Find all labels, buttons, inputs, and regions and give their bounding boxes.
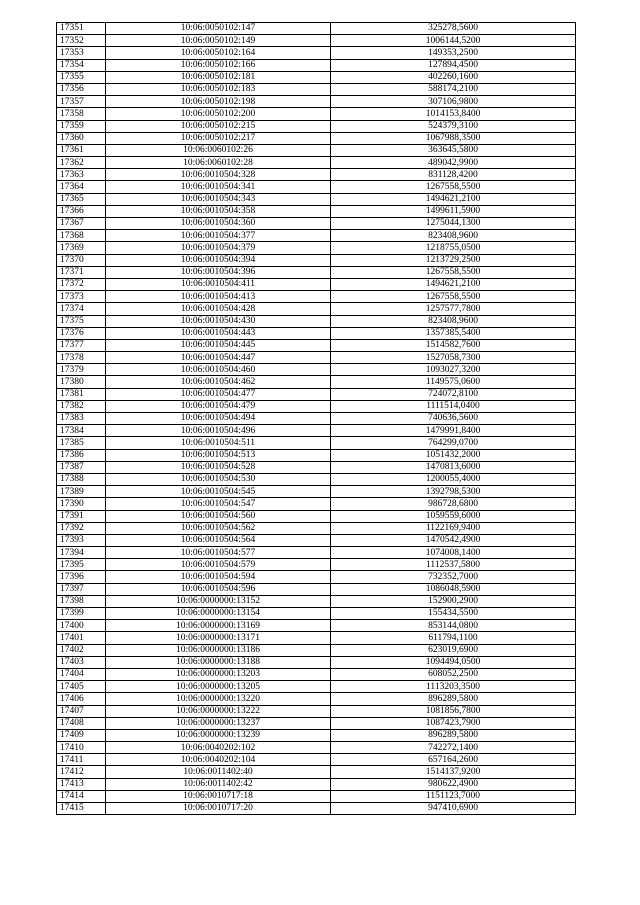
row-number-cell: 17380 — [57, 376, 106, 388]
table-row — [57, 315, 576, 327]
row-number-cell: 17395 — [57, 559, 106, 571]
row-number-cell: 17367 — [57, 218, 106, 230]
row-number-cell: 17409 — [57, 729, 106, 741]
row-number-cell: 17357 — [57, 96, 106, 108]
cadastral-number-cell: 10:06:0010717:20 — [106, 803, 331, 815]
cadastral-number-cell: 10:06:0010504:377 — [106, 230, 331, 242]
cadastral-value-cell: 1267558,5500 — [331, 181, 576, 193]
row-number-cell: 17390 — [57, 498, 106, 510]
table-row — [57, 376, 576, 388]
cadastral-number-cell: 10:06:0050102:217 — [106, 132, 331, 144]
cadastral-value-cell: 740636,5600 — [331, 413, 576, 425]
table-row — [57, 364, 576, 376]
cadastral-number-cell: 10:06:0010504:445 — [106, 339, 331, 351]
cadastral-number-cell: 10:06:0000000:13188 — [106, 656, 331, 668]
table-row — [57, 705, 576, 717]
table-row — [57, 754, 576, 766]
row-number-cell: 17364 — [57, 181, 106, 193]
row-number-cell: 17407 — [57, 705, 106, 717]
cadastral-value-cell: 1014153,8400 — [331, 108, 576, 120]
row-number-cell: 17415 — [57, 803, 106, 815]
row-number-cell: 17361 — [57, 144, 106, 156]
row-number-cell: 17358 — [57, 108, 106, 120]
row-number-cell: 17374 — [57, 303, 106, 315]
cadastral-value-cell: 1527058,7300 — [331, 352, 576, 364]
cadastral-value-cell: 325278,5600 — [331, 23, 576, 35]
cadastral-number-cell: 10:06:0010504:530 — [106, 473, 331, 485]
cadastral-value-cell: 1494621,2100 — [331, 193, 576, 205]
cadastral-number-cell: 10:06:0040202:102 — [106, 742, 331, 754]
cadastral-number-cell: 10:06:0010504:579 — [106, 559, 331, 571]
row-number-cell: 17398 — [57, 595, 106, 607]
cadastral-number-cell: 10:06:0010504:358 — [106, 205, 331, 217]
cadastral-number-cell: 10:06:0000000:13186 — [106, 644, 331, 656]
cadastral-number-cell: 10:06:0000000:13171 — [106, 632, 331, 644]
cadastral-number-cell: 10:06:0050102:149 — [106, 35, 331, 47]
row-number-cell: 17386 — [57, 449, 106, 461]
cadastral-value-cell: 1051432,2000 — [331, 449, 576, 461]
table-row — [57, 790, 576, 802]
table-row — [57, 181, 576, 193]
cadastral-value-cell: 149353,2500 — [331, 47, 576, 59]
row-number-cell: 17375 — [57, 315, 106, 327]
row-number-cell: 17354 — [57, 59, 106, 71]
table-row — [57, 461, 576, 473]
cadastral-value-cell: 363645,5800 — [331, 144, 576, 156]
cadastral-value-cell: 657164,2600 — [331, 754, 576, 766]
cadastral-number-cell: 10:06:0010504:360 — [106, 218, 331, 230]
cadastral-number-cell: 10:06:0010504:411 — [106, 278, 331, 290]
table-row — [57, 510, 576, 522]
cadastral-number-cell: 10:06:0000000:13222 — [106, 705, 331, 717]
row-number-cell: 17412 — [57, 766, 106, 778]
table-row — [57, 656, 576, 668]
cadastral-number-cell: 10:06:0000000:13169 — [106, 620, 331, 632]
table-row — [57, 498, 576, 510]
table-row — [57, 522, 576, 534]
cadastral-value-cell: 1112537,5800 — [331, 559, 576, 571]
table-row — [57, 132, 576, 144]
row-number-cell: 17389 — [57, 486, 106, 498]
cadastral-number-cell: 10:06:0010504:528 — [106, 461, 331, 473]
cadastral-value-cell: 402260,1600 — [331, 71, 576, 83]
cadastral-value-cell: 1470813,6000 — [331, 461, 576, 473]
cadastral-value-cell: 1470542,4900 — [331, 534, 576, 546]
cadastral-value-cell: 823408,9600 — [331, 230, 576, 242]
cadastral-number-cell: 10:06:0011402:40 — [106, 766, 331, 778]
cadastral-number-cell: 10:06:0010504:513 — [106, 449, 331, 461]
cadastral-number-cell: 10:06:0010504:447 — [106, 352, 331, 364]
cadastral-number-cell: 10:06:0010504:477 — [106, 388, 331, 400]
cadastral-number-cell: 10:06:0010504:562 — [106, 522, 331, 534]
table-body — [57, 23, 576, 815]
cadastral-value-cell: 611794,1100 — [331, 632, 576, 644]
table-row — [57, 608, 576, 620]
table-row — [57, 339, 576, 351]
cadastral-value-table — [56, 22, 569, 815]
cadastral-value-cell: 1081856,7800 — [331, 705, 576, 717]
cadastral-value-cell: 1267558,5500 — [331, 291, 576, 303]
table-row — [57, 352, 576, 364]
row-number-cell: 17382 — [57, 400, 106, 412]
cadastral-number-cell: 10:06:0000000:13237 — [106, 717, 331, 729]
cadastral-number-cell: 10:06:0010504:564 — [106, 534, 331, 546]
table-row — [57, 83, 576, 95]
table-row — [57, 693, 576, 705]
row-number-cell: 17379 — [57, 364, 106, 376]
cadastral-number-cell: 10:06:0010504:596 — [106, 583, 331, 595]
cadastral-value-cell: 127894,4500 — [331, 59, 576, 71]
cadastral-number-cell: 10:06:0000000:13203 — [106, 668, 331, 680]
row-number-cell: 17371 — [57, 266, 106, 278]
row-number-cell: 17384 — [57, 425, 106, 437]
table-row — [57, 266, 576, 278]
cadastral-value-cell: 1213729,2500 — [331, 254, 576, 266]
row-number-cell: 17362 — [57, 157, 106, 169]
cadastral-value-cell: 1087423,7900 — [331, 717, 576, 729]
row-number-cell: 17359 — [57, 120, 106, 132]
cadastral-value-cell: 152900,2900 — [331, 595, 576, 607]
row-number-cell: 17396 — [57, 571, 106, 583]
table-row — [57, 778, 576, 790]
cadastral-value-cell: 764299,0700 — [331, 437, 576, 449]
cadastral-value-cell: 1149575,0600 — [331, 376, 576, 388]
cadastral-value-cell: 1218755,0500 — [331, 242, 576, 254]
cadastral-value-cell: 1514137,9200 — [331, 766, 576, 778]
table-row — [57, 400, 576, 412]
cadastral-value-cell: 823408,9600 — [331, 315, 576, 327]
table-row — [57, 242, 576, 254]
row-number-cell: 17399 — [57, 608, 106, 620]
row-number-cell: 17402 — [57, 644, 106, 656]
cadastral-value-cell: 724072,8100 — [331, 388, 576, 400]
cadastral-number-cell: 10:06:0000000:13205 — [106, 681, 331, 693]
cadastral-value-cell: 608052,2500 — [331, 668, 576, 680]
cadastral-number-cell: 10:06:0010504:396 — [106, 266, 331, 278]
cadastral-number-cell: 10:06:0010504:428 — [106, 303, 331, 315]
table-row — [57, 473, 576, 485]
table-row — [57, 205, 576, 217]
cadastral-value-cell: 947410,6900 — [331, 803, 576, 815]
table-row — [57, 595, 576, 607]
cadastral-number-cell: 10:06:0010504:443 — [106, 327, 331, 339]
table-row — [57, 71, 576, 83]
table-row — [57, 108, 576, 120]
cadastral-number-cell: 10:06:0010504:379 — [106, 242, 331, 254]
cadastral-number-cell: 10:06:0050102:147 — [106, 23, 331, 35]
cadastral-number-cell: 10:06:0010504:328 — [106, 169, 331, 181]
row-number-cell: 17394 — [57, 547, 106, 559]
cadastral-number-cell: 10:06:0040202:104 — [106, 754, 331, 766]
row-number-cell: 17378 — [57, 352, 106, 364]
cadastral-value-cell: 1006144,5200 — [331, 35, 576, 47]
table-row — [57, 766, 576, 778]
cadastral-number-cell: 10:06:0050102:183 — [106, 83, 331, 95]
table-row — [57, 583, 576, 595]
table-row — [57, 144, 576, 156]
table-row — [57, 23, 576, 35]
cadastral-value-cell: 588174,2100 — [331, 83, 576, 95]
cadastral-number-cell: 10:06:0010504:343 — [106, 193, 331, 205]
row-number-cell: 17405 — [57, 681, 106, 693]
table-row — [57, 254, 576, 266]
row-number-cell: 17368 — [57, 230, 106, 242]
table-row — [57, 230, 576, 242]
table-row — [57, 291, 576, 303]
row-number-cell: 17352 — [57, 35, 106, 47]
row-number-cell: 17366 — [57, 205, 106, 217]
table-row — [57, 449, 576, 461]
cadastral-number-cell: 10:06:0010504:547 — [106, 498, 331, 510]
row-number-cell: 17406 — [57, 693, 106, 705]
cadastral-number-cell: 10:06:0050102:181 — [106, 71, 331, 83]
row-number-cell: 17392 — [57, 522, 106, 534]
cadastral-value-cell: 1086048,5900 — [331, 583, 576, 595]
row-number-cell: 17377 — [57, 339, 106, 351]
cadastral-value-cell: 1494621,2100 — [331, 278, 576, 290]
cadastral-number-cell: 10:06:0010504:496 — [106, 425, 331, 437]
cadastral-value-cell: 1122169,9400 — [331, 522, 576, 534]
cadastral-value-cell: 1067988,3500 — [331, 132, 576, 144]
cadastral-value-cell: 1514582,7600 — [331, 339, 576, 351]
cadastral-number-cell: 10:06:0000000:13220 — [106, 693, 331, 705]
row-number-cell: 17397 — [57, 583, 106, 595]
row-number-cell: 17388 — [57, 473, 106, 485]
cadastral-value-cell: 1074008,1400 — [331, 547, 576, 559]
cadastral-value-cell: 1093027,3200 — [331, 364, 576, 376]
table-row — [57, 327, 576, 339]
cadastral-value-cell: 896289,5800 — [331, 729, 576, 741]
row-number-cell: 17365 — [57, 193, 106, 205]
cadastral-value-cell: 1200055,4000 — [331, 473, 576, 485]
row-number-cell: 17353 — [57, 47, 106, 59]
cadastral-number-cell: 10:06:0050102:200 — [106, 108, 331, 120]
cadastral-number-cell: 10:06:0010504:545 — [106, 486, 331, 498]
table-row — [57, 571, 576, 583]
table-row — [57, 303, 576, 315]
table-row — [57, 218, 576, 230]
cadastral-value-cell: 831128,4200 — [331, 169, 576, 181]
row-number-cell: 17369 — [57, 242, 106, 254]
cadastral-number-cell: 10:06:0010504:462 — [106, 376, 331, 388]
table-row — [57, 157, 576, 169]
cadastral-number-cell: 10:06:0060102:28 — [106, 157, 331, 169]
row-number-cell: 17356 — [57, 83, 106, 95]
row-number-cell: 17400 — [57, 620, 106, 632]
row-number-cell: 17411 — [57, 754, 106, 766]
table-row — [57, 681, 576, 693]
cadastral-value-cell: 1499611,5900 — [331, 205, 576, 217]
cadastral-value-cell: 1094494,0500 — [331, 656, 576, 668]
table-row — [57, 437, 576, 449]
cadastral-number-cell: 10:06:0050102:215 — [106, 120, 331, 132]
cadastral-number-cell: 10:06:0010504:560 — [106, 510, 331, 522]
cadastral-value-cell: 1111514,0400 — [331, 400, 576, 412]
cadastral-number-cell: 10:06:0010504:511 — [106, 437, 331, 449]
cadastral-number-cell: 10:06:0000000:13154 — [106, 608, 331, 620]
row-number-cell: 17393 — [57, 534, 106, 546]
row-number-cell: 17376 — [57, 327, 106, 339]
cadastral-value-cell: 155434,5500 — [331, 608, 576, 620]
cadastral-number-cell: 10:06:0010504:479 — [106, 400, 331, 412]
row-number-cell: 17385 — [57, 437, 106, 449]
table-row — [57, 169, 576, 181]
cadastral-number-cell: 10:06:0010504:594 — [106, 571, 331, 583]
table-row — [57, 425, 576, 437]
cadastral-number-cell: 10:06:0010504:460 — [106, 364, 331, 376]
cadastral-value-cell: 307106,9800 — [331, 96, 576, 108]
row-number-cell: 17360 — [57, 132, 106, 144]
cadastral-number-cell: 10:06:0010717:18 — [106, 790, 331, 802]
cadastral-number-cell: 10:06:0000000:13152 — [106, 595, 331, 607]
cadastral-value-cell: 853144,0800 — [331, 620, 576, 632]
table-row — [57, 120, 576, 132]
cadastral-number-cell: 10:06:0011402:42 — [106, 778, 331, 790]
table-row — [57, 742, 576, 754]
cadastral-value-cell: 896289,5800 — [331, 693, 576, 705]
row-number-cell: 17414 — [57, 790, 106, 802]
row-number-cell: 17408 — [57, 717, 106, 729]
row-number-cell: 17401 — [57, 632, 106, 644]
table-row — [57, 632, 576, 644]
table-row — [57, 534, 576, 546]
cadastral-number-cell: 10:06:0050102:198 — [106, 96, 331, 108]
cadastral-value-cell: 1267558,5500 — [331, 266, 576, 278]
row-number-cell: 17413 — [57, 778, 106, 790]
row-number-cell: 17363 — [57, 169, 106, 181]
cadastral-value-cell: 1357385,5400 — [331, 327, 576, 339]
table-row — [57, 413, 576, 425]
table-row — [57, 644, 576, 656]
row-number-cell: 17410 — [57, 742, 106, 754]
table-row — [57, 388, 576, 400]
cadastral-number-cell: 10:06:0060102:26 — [106, 144, 331, 156]
row-number-cell: 17404 — [57, 668, 106, 680]
cadastral-number-cell: 10:06:0010504:413 — [106, 291, 331, 303]
cadastral-value-cell: 1059559,6000 — [331, 510, 576, 522]
row-number-cell: 17403 — [57, 656, 106, 668]
cadastral-value-cell: 1257577,7800 — [331, 303, 576, 315]
table-row — [57, 278, 576, 290]
row-number-cell: 17372 — [57, 278, 106, 290]
row-number-cell: 17383 — [57, 413, 106, 425]
row-number-cell: 17373 — [57, 291, 106, 303]
cadastral-value-cell: 1151123,7000 — [331, 790, 576, 802]
table-row — [57, 717, 576, 729]
table-row — [57, 35, 576, 47]
cadastral-number-cell: 10:06:0010504:577 — [106, 547, 331, 559]
table-row — [57, 193, 576, 205]
cadastral-number-cell: 10:06:0050102:164 — [106, 47, 331, 59]
table-row — [57, 620, 576, 632]
cadastral-value-cell: 986728,6800 — [331, 498, 576, 510]
row-number-cell: 17351 — [57, 23, 106, 35]
cadastral-value-cell: 623019,6900 — [331, 644, 576, 656]
cadastral-number-cell: 10:06:0010504:430 — [106, 315, 331, 327]
cadastral-value-cell: 1392798,5300 — [331, 486, 576, 498]
table-row — [57, 559, 576, 571]
cadastral-value-cell: 742272,1400 — [331, 742, 576, 754]
cadastral-value-cell: 1479991,8400 — [331, 425, 576, 437]
table-row — [57, 729, 576, 741]
cadastral-value-cell: 980622,4900 — [331, 778, 576, 790]
cadastral-value-cell: 1275044,1300 — [331, 218, 576, 230]
row-number-cell: 17355 — [57, 71, 106, 83]
cadastral-number-cell: 10:06:0000000:13239 — [106, 729, 331, 741]
table-row — [57, 96, 576, 108]
table-row — [57, 47, 576, 59]
table-row — [57, 486, 576, 498]
table-row — [57, 803, 576, 815]
cadastral-value-cell: 1113203,3500 — [331, 681, 576, 693]
cadastral-number-cell: 10:06:0050102:166 — [106, 59, 331, 71]
cadastral-value-cell: 489042,9900 — [331, 157, 576, 169]
table-row — [57, 59, 576, 71]
row-number-cell: 17391 — [57, 510, 106, 522]
cadastral-number-cell: 10:06:0010504:394 — [106, 254, 331, 266]
row-number-cell: 17381 — [57, 388, 106, 400]
cadastral-number-cell: 10:06:0010504:494 — [106, 413, 331, 425]
row-number-cell: 17387 — [57, 461, 106, 473]
cadastral-value-cell: 524379,3100 — [331, 120, 576, 132]
cadastral-value-cell: 732352,7000 — [331, 571, 576, 583]
table-row — [57, 547, 576, 559]
row-number-cell: 17370 — [57, 254, 106, 266]
cadastral-number-cell: 10:06:0010504:341 — [106, 181, 331, 193]
table-row — [57, 668, 576, 680]
